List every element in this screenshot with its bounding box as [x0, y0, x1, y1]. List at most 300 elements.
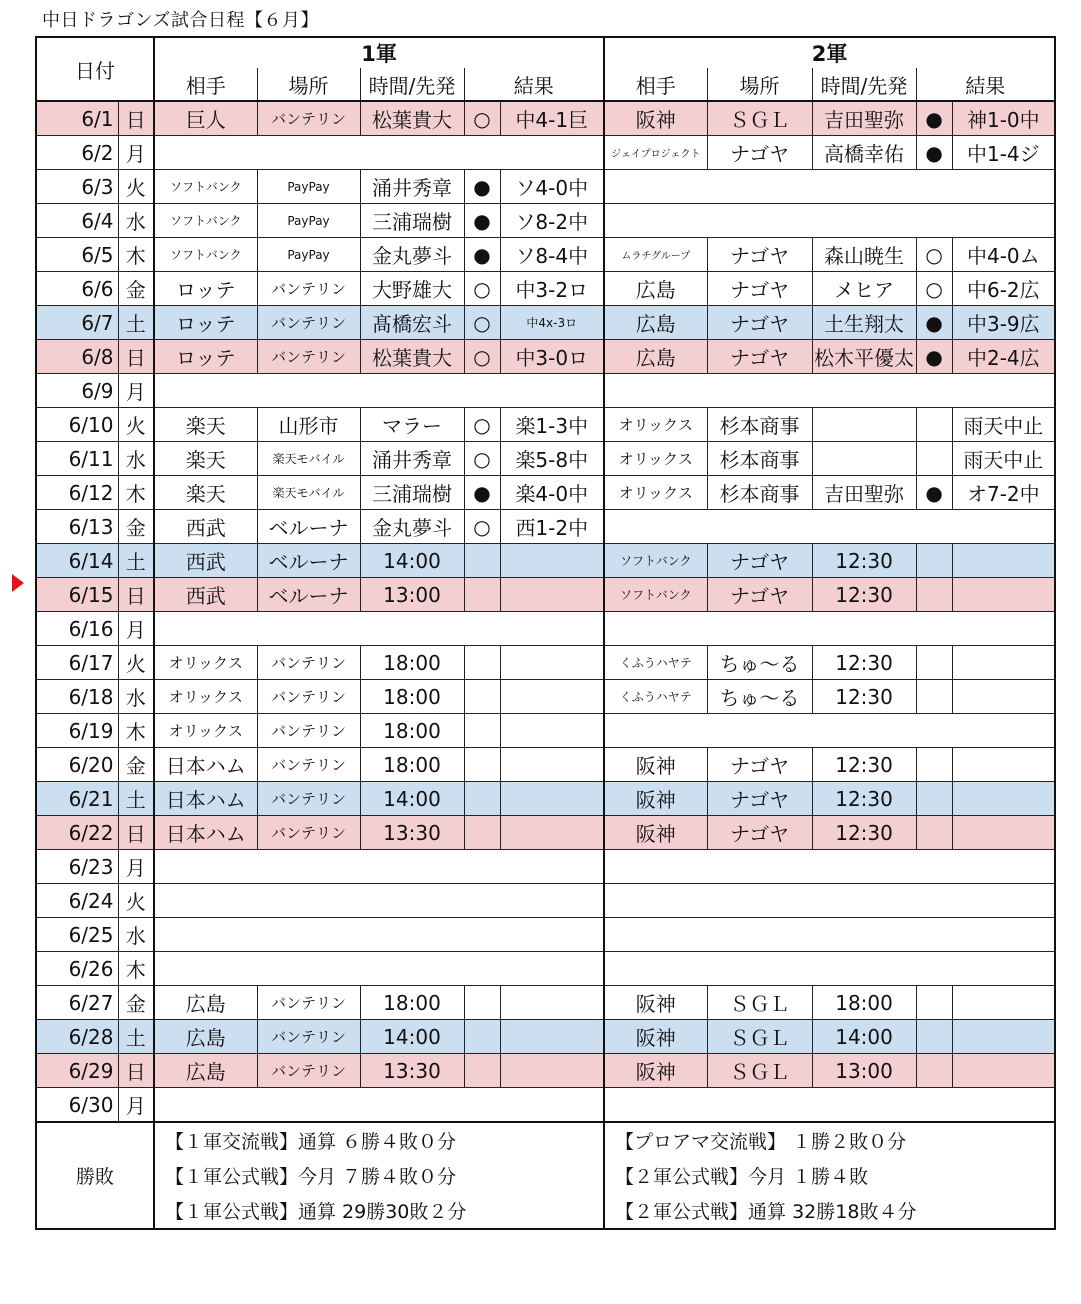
team2-result-cell — [952, 680, 1055, 714]
team1-time-starter-cell: 14:00 — [360, 782, 464, 816]
weekday-cell: 金 — [118, 986, 154, 1020]
team2-opponent-cell: 阪神 — [604, 782, 707, 816]
team1-mark-cell — [464, 646, 500, 680]
team1-empty-cell — [154, 374, 604, 408]
team1-opponent-cell: 日本ハム — [154, 782, 257, 816]
table-row — [36, 1020, 1055, 1054]
team1-time-starter-cell: 金丸夢斗 — [360, 238, 464, 272]
table-row — [36, 374, 1055, 408]
date-cell: 6/1 — [36, 101, 118, 136]
team1-opponent-cell: 日本ハム — [154, 748, 257, 782]
team1-result-cell — [500, 578, 604, 612]
team2-time-starter-cell: 14:00 — [812, 1020, 916, 1054]
team2-time-starter-cell: 12:30 — [812, 782, 916, 816]
team2-place-cell: ＳＧＬ — [707, 101, 812, 136]
date-cell: 6/11 — [36, 442, 118, 476]
table-row — [36, 476, 1055, 510]
team2-result-cell — [952, 816, 1055, 850]
team2-opponent-cell: 阪神 — [604, 748, 707, 782]
team1-place-cell: バンテリン — [257, 306, 360, 340]
table-row — [36, 1054, 1055, 1088]
team1-empty-cell — [154, 918, 604, 952]
team1-opponent-cell: 楽天 — [154, 442, 257, 476]
team2-time-starter-cell: 吉田聖弥 — [812, 476, 916, 510]
team1-mark-cell: ● — [464, 204, 500, 238]
table-row — [36, 442, 1055, 476]
table-row — [36, 408, 1055, 442]
schedule-table — [35, 36, 1056, 1230]
team1-result-cell — [500, 816, 604, 850]
team1-opponent-cell: 日本ハム — [154, 816, 257, 850]
team1-place-cell: ベルーナ — [257, 544, 360, 578]
table-row — [36, 646, 1055, 680]
weekday-cell: 土 — [118, 782, 154, 816]
team2-result-cell — [952, 986, 1055, 1020]
weekday-cell: 金 — [118, 510, 154, 544]
team1-place-cell: 楽天モバイル — [257, 476, 360, 510]
date-cell: 6/16 — [36, 612, 118, 646]
team1-place-cell: バンテリン — [257, 646, 360, 680]
team2-time-starter-cell: 12:30 — [812, 544, 916, 578]
team2-result-cell: オ7-2中 — [952, 476, 1055, 510]
team1-time-starter-cell: 大野雄大 — [360, 272, 464, 306]
table-row — [36, 510, 1055, 544]
team2-mark-cell — [916, 408, 952, 442]
weekday-cell: 水 — [118, 204, 154, 238]
team2-mark-cell — [916, 782, 952, 816]
team1-time-starter-cell: 三浦瑞樹 — [360, 204, 464, 238]
team1-opponent-cell: ロッテ — [154, 272, 257, 306]
team1-time-starter-cell: 松葉貴大 — [360, 101, 464, 136]
header-time-2: 時間/先発 — [812, 68, 916, 101]
weekday-cell: 水 — [118, 918, 154, 952]
team2-opponent-cell: オリックス — [604, 476, 707, 510]
team2-mark-cell: ● — [916, 306, 952, 340]
weekday-cell: 水 — [118, 442, 154, 476]
team1-place-cell: バンテリン — [257, 680, 360, 714]
table-row — [36, 204, 1055, 238]
team1-mark-cell — [464, 986, 500, 1020]
team2-mark-cell — [916, 748, 952, 782]
date-cell: 6/10 — [36, 408, 118, 442]
team1-mark-cell — [464, 578, 500, 612]
weekday-cell: 日 — [118, 340, 154, 374]
team1-result-cell: 中4x-3ロ — [500, 306, 604, 340]
team2-opponent-cell: 阪神 — [604, 816, 707, 850]
team1-mark-cell: ○ — [464, 408, 500, 442]
team1-time-starter-cell: 14:00 — [360, 544, 464, 578]
team1-opponent-cell: 広島 — [154, 1020, 257, 1054]
team2-place-cell: ナゴヤ — [707, 306, 812, 340]
team2-empty-cell — [604, 714, 1055, 748]
header-result-2: 結果 — [916, 68, 1055, 101]
header-place-2: 場所 — [707, 68, 812, 101]
team1-time-starter-cell: 18:00 — [360, 646, 464, 680]
team2-place-cell: ナゴヤ — [707, 340, 812, 374]
team1-result-cell — [500, 1020, 604, 1054]
team2-time-starter-cell: 高橋幸佑 — [812, 136, 916, 170]
team2-opponent-cell: オリックス — [604, 442, 707, 476]
team2-empty-cell — [604, 170, 1055, 204]
team2-opponent-cell: 広島 — [604, 272, 707, 306]
team1-opponent-cell: オリックス — [154, 680, 257, 714]
weekday-cell: 日 — [118, 1054, 154, 1088]
team2-place-cell: ＳＧＬ — [707, 986, 812, 1020]
team2-opponent-cell: 阪神 — [604, 986, 707, 1020]
team1-mark-cell — [464, 1054, 500, 1088]
team1-time-starter-cell: 13:00 — [360, 578, 464, 612]
date-cell: 6/20 — [36, 748, 118, 782]
team2-opponent-cell: くふうハヤテ — [604, 646, 707, 680]
team1-place-cell: 山形市 — [257, 408, 360, 442]
team2-place-cell: ちゅ〜る — [707, 646, 812, 680]
team2-time-starter-cell — [812, 408, 916, 442]
table-row — [36, 170, 1055, 204]
team1-mark-cell — [464, 748, 500, 782]
team2-time-starter-cell: 12:30 — [812, 748, 916, 782]
date-cell: 6/2 — [36, 136, 118, 170]
header-opponent-1: 相手 — [154, 68, 257, 101]
weekday-cell: 火 — [118, 170, 154, 204]
team2-mark-cell — [916, 578, 952, 612]
date-cell: 6/8 — [36, 340, 118, 374]
table-row — [36, 578, 1055, 612]
schedule-body — [36, 101, 1055, 1122]
team1-opponent-cell: ロッテ — [154, 306, 257, 340]
team1-result-cell — [500, 782, 604, 816]
team1-time-starter-cell: 14:00 — [360, 1020, 464, 1054]
team1-result-cell: ソ8-4中 — [500, 238, 604, 272]
table-row — [36, 340, 1055, 374]
team2-mark-cell — [916, 680, 952, 714]
team2-time-starter-cell: 森山暁生 — [812, 238, 916, 272]
team1-mark-cell: ● — [464, 170, 500, 204]
weekday-cell: 金 — [118, 748, 154, 782]
table-row — [36, 748, 1055, 782]
team2-time-starter-cell: 12:30 — [812, 680, 916, 714]
team2-result-cell: 中3-9広 — [952, 306, 1055, 340]
team1-opponent-cell: オリックス — [154, 714, 257, 748]
team2-empty-cell — [604, 374, 1055, 408]
table-row — [36, 306, 1055, 340]
header-date: 日付 — [36, 37, 154, 101]
team2-result-cell: 神1-0中 — [952, 101, 1055, 136]
team2-mark-cell: ● — [916, 101, 952, 136]
team1-time-starter-cell: 18:00 — [360, 986, 464, 1020]
team2-result-cell — [952, 1020, 1055, 1054]
team1-place-cell: バンテリン — [257, 272, 360, 306]
header-time-1: 時間/先発 — [360, 68, 464, 101]
table-row — [36, 918, 1055, 952]
date-cell: 6/18 — [36, 680, 118, 714]
table-row — [36, 272, 1055, 306]
team1-place-cell: バンテリン — [257, 1054, 360, 1088]
table-row — [36, 680, 1055, 714]
team2-opponent-cell: 阪神 — [604, 1020, 707, 1054]
weekday-cell: 火 — [118, 884, 154, 918]
team1-time-starter-cell: 金丸夢斗 — [360, 510, 464, 544]
team2-time-starter-cell: メヒア — [812, 272, 916, 306]
team2-mark-cell: ○ — [916, 238, 952, 272]
team1-opponent-cell: 西武 — [154, 544, 257, 578]
team2-time-starter-cell: 18:00 — [812, 986, 916, 1020]
team2-mark-cell — [916, 1054, 952, 1088]
date-cell: 6/26 — [36, 952, 118, 986]
table-row — [36, 816, 1055, 850]
weekday-cell: 日 — [118, 578, 154, 612]
team1-mark-cell: ○ — [464, 442, 500, 476]
team2-opponent-cell: くふうハヤテ — [604, 680, 707, 714]
team2-empty-cell — [604, 204, 1055, 238]
team1-result-cell: 楽5-8中 — [500, 442, 604, 476]
team1-opponent-cell: 楽天 — [154, 476, 257, 510]
team1-time-starter-cell: 13:30 — [360, 816, 464, 850]
weekday-cell: 月 — [118, 850, 154, 884]
date-cell: 6/6 — [36, 272, 118, 306]
team1-result-cell — [500, 714, 604, 748]
team2-time-starter-cell: 吉田聖弥 — [812, 101, 916, 136]
team2-opponent-cell: 阪神 — [604, 101, 707, 136]
team1-empty-cell — [154, 136, 604, 170]
date-cell: 6/25 — [36, 918, 118, 952]
team1-time-starter-cell: 18:00 — [360, 680, 464, 714]
team1-opponent-cell: ソフトバンク — [154, 238, 257, 272]
table-row — [36, 850, 1055, 884]
team1-place-cell: バンテリン — [257, 714, 360, 748]
team1-result-cell: 楽1-3中 — [500, 408, 604, 442]
team1-place-cell: バンテリン — [257, 748, 360, 782]
team2-mark-cell: ○ — [916, 272, 952, 306]
team2-time-starter-cell — [812, 442, 916, 476]
team2-time-starter-cell: 12:30 — [812, 816, 916, 850]
team1-mark-cell: ○ — [464, 340, 500, 374]
page-title: 中日ドラゴンズ試合日程【６月】 — [42, 10, 319, 31]
team1-result-cell: 中3-0ロ — [500, 340, 604, 374]
team2-time-starter-cell: 土生翔太 — [812, 306, 916, 340]
team1-mark-cell: ○ — [464, 101, 500, 136]
summary-team1-line: 【１軍公式戦】今月 ７勝４敗０分 — [154, 1158, 604, 1193]
date-cell: 6/30 — [36, 1088, 118, 1123]
team1-opponent-cell: 楽天 — [154, 408, 257, 442]
team1-mark-cell — [464, 714, 500, 748]
weekday-cell: 月 — [118, 136, 154, 170]
team2-result-cell — [952, 1054, 1055, 1088]
team1-empty-cell — [154, 884, 604, 918]
weekday-cell: 月 — [118, 612, 154, 646]
team1-time-starter-cell: 髙橋宏斗 — [360, 306, 464, 340]
team1-mark-cell — [464, 680, 500, 714]
team2-mark-cell — [916, 442, 952, 476]
team1-place-cell: バンテリン — [257, 1020, 360, 1054]
header-opponent-2: 相手 — [604, 68, 707, 101]
summary-team2-line: 【２軍公式戦】通算 32勝18敗４分 — [604, 1193, 1055, 1229]
team1-time-starter-cell: 18:00 — [360, 714, 464, 748]
table-row — [36, 952, 1055, 986]
team2-empty-cell — [604, 952, 1055, 986]
weekday-cell: 土 — [118, 306, 154, 340]
date-cell: 6/27 — [36, 986, 118, 1020]
weekday-cell: 木 — [118, 476, 154, 510]
team1-mark-cell: ○ — [464, 306, 500, 340]
table-row — [36, 612, 1055, 646]
team2-place-cell: 杉本商事 — [707, 442, 812, 476]
team2-opponent-cell: ソフトバンク — [604, 544, 707, 578]
team1-time-starter-cell: マラー — [360, 408, 464, 442]
team1-opponent-cell: ソフトバンク — [154, 204, 257, 238]
current-date-marker-icon — [12, 574, 24, 592]
date-cell: 6/28 — [36, 1020, 118, 1054]
team2-place-cell: 杉本商事 — [707, 476, 812, 510]
team1-mark-cell — [464, 1020, 500, 1054]
team1-opponent-cell: オリックス — [154, 646, 257, 680]
date-cell: 6/7 — [36, 306, 118, 340]
team1-empty-cell — [154, 1088, 604, 1123]
team2-mark-cell — [916, 1020, 952, 1054]
weekday-cell: 木 — [118, 238, 154, 272]
weekday-cell: 日 — [118, 816, 154, 850]
table-row — [36, 101, 1055, 136]
team1-place-cell: PayPay — [257, 204, 360, 238]
team2-opponent-cell: ムラチグループ — [604, 238, 707, 272]
team2-opponent-cell: 阪神 — [604, 1054, 707, 1088]
team2-result-cell — [952, 578, 1055, 612]
team1-place-cell: バンテリン — [257, 101, 360, 136]
date-cell: 6/9 — [36, 374, 118, 408]
team2-time-starter-cell: 12:30 — [812, 646, 916, 680]
team2-place-cell: ナゴヤ — [707, 136, 812, 170]
date-cell: 6/19 — [36, 714, 118, 748]
team2-result-cell: 雨天中止 — [952, 442, 1055, 476]
date-cell: 6/12 — [36, 476, 118, 510]
team2-empty-cell — [604, 510, 1055, 544]
team1-time-starter-cell: 13:30 — [360, 1054, 464, 1088]
team1-time-starter-cell: 三浦瑞樹 — [360, 476, 464, 510]
team2-result-cell: 中4-0ム — [952, 238, 1055, 272]
team1-place-cell: ベルーナ — [257, 578, 360, 612]
team2-place-cell: ナゴヤ — [707, 782, 812, 816]
team2-time-starter-cell: 松木平優太 — [812, 340, 916, 374]
team2-empty-cell — [604, 918, 1055, 952]
team2-result-cell: 中2-4広 — [952, 340, 1055, 374]
team2-place-cell: ナゴヤ — [707, 748, 812, 782]
team2-time-starter-cell: 12:30 — [812, 578, 916, 612]
date-cell: 6/3 — [36, 170, 118, 204]
header-result-1: 結果 — [464, 68, 604, 101]
summary-team1-line: 【１軍公式戦】通算 29勝30敗２分 — [154, 1193, 604, 1229]
team1-result-cell: 中3-2ロ — [500, 272, 604, 306]
team1-mark-cell: ● — [464, 238, 500, 272]
team2-result-cell: 中6-2広 — [952, 272, 1055, 306]
table-row — [36, 1088, 1055, 1123]
team1-opponent-cell: 西武 — [154, 578, 257, 612]
team2-empty-cell — [604, 1088, 1055, 1123]
team2-mark-cell — [916, 544, 952, 578]
team2-result-cell: 中1-4ジ — [952, 136, 1055, 170]
weekday-cell: 土 — [118, 1020, 154, 1054]
team1-place-cell: ベルーナ — [257, 510, 360, 544]
team2-place-cell: ちゅ〜る — [707, 680, 812, 714]
team1-place-cell: 楽天モバイル — [257, 442, 360, 476]
team1-result-cell — [500, 646, 604, 680]
team1-opponent-cell: 巨人 — [154, 101, 257, 136]
table-row — [36, 884, 1055, 918]
date-cell: 6/29 — [36, 1054, 118, 1088]
table-row — [36, 238, 1055, 272]
team1-result-cell — [500, 1054, 604, 1088]
team2-place-cell: 杉本商事 — [707, 408, 812, 442]
summary-team2-line: 【２軍公式戦】今月 １勝４敗 — [604, 1158, 1055, 1193]
team2-place-cell: ナゴヤ — [707, 238, 812, 272]
team1-result-cell — [500, 748, 604, 782]
table-row — [36, 544, 1055, 578]
team2-opponent-cell: ソフトバンク — [604, 578, 707, 612]
team1-time-starter-cell: 涌井秀章 — [360, 442, 464, 476]
summary-section — [36, 1122, 1055, 1229]
team1-mark-cell: ○ — [464, 510, 500, 544]
team1-time-starter-cell: 涌井秀章 — [360, 170, 464, 204]
team2-result-cell — [952, 646, 1055, 680]
team2-place-cell: ナゴヤ — [707, 578, 812, 612]
team1-result-cell — [500, 680, 604, 714]
team2-mark-cell: ● — [916, 476, 952, 510]
date-cell: 6/23 — [36, 850, 118, 884]
weekday-cell: 水 — [118, 680, 154, 714]
team2-mark-cell — [916, 646, 952, 680]
table-row — [36, 782, 1055, 816]
date-cell: 6/24 — [36, 884, 118, 918]
weekday-cell: 木 — [118, 952, 154, 986]
date-cell: 6/21 — [36, 782, 118, 816]
team1-empty-cell — [154, 850, 604, 884]
team1-empty-cell — [154, 612, 604, 646]
team1-place-cell: バンテリン — [257, 986, 360, 1020]
team1-place-cell: バンテリン — [257, 816, 360, 850]
team2-mark-cell — [916, 986, 952, 1020]
team1-time-starter-cell: 18:00 — [360, 748, 464, 782]
team1-mark-cell: ● — [464, 476, 500, 510]
weekday-cell: 木 — [118, 714, 154, 748]
team1-result-cell — [500, 986, 604, 1020]
team1-empty-cell — [154, 952, 604, 986]
team2-mark-cell — [916, 816, 952, 850]
team2-result-cell: 雨天中止 — [952, 408, 1055, 442]
team2-mark-cell: ● — [916, 340, 952, 374]
date-cell: 6/4 — [36, 204, 118, 238]
table-row — [36, 714, 1055, 748]
team1-place-cell: PayPay — [257, 170, 360, 204]
team1-result-cell: ソ8-2中 — [500, 204, 604, 238]
date-cell: 6/5 — [36, 238, 118, 272]
team2-place-cell: ＳＧＬ — [707, 1020, 812, 1054]
date-cell: 6/15 — [36, 578, 118, 612]
team2-opponent-cell: ジェイプロジェクト — [604, 136, 707, 170]
team2-place-cell: ナゴヤ — [707, 272, 812, 306]
header-place-1: 場所 — [257, 68, 360, 101]
header-team2: 2軍 — [604, 37, 1055, 68]
weekday-cell: 火 — [118, 646, 154, 680]
team1-opponent-cell: 広島 — [154, 1054, 257, 1088]
weekday-cell: 土 — [118, 544, 154, 578]
date-cell: 6/14 — [36, 544, 118, 578]
weekday-cell: 日 — [118, 101, 154, 136]
weekday-cell: 月 — [118, 1088, 154, 1123]
team1-place-cell: バンテリン — [257, 782, 360, 816]
team1-opponent-cell: 広島 — [154, 986, 257, 1020]
weekday-cell: 火 — [118, 408, 154, 442]
team2-mark-cell: ● — [916, 136, 952, 170]
table-row — [36, 986, 1055, 1020]
team1-mark-cell — [464, 816, 500, 850]
